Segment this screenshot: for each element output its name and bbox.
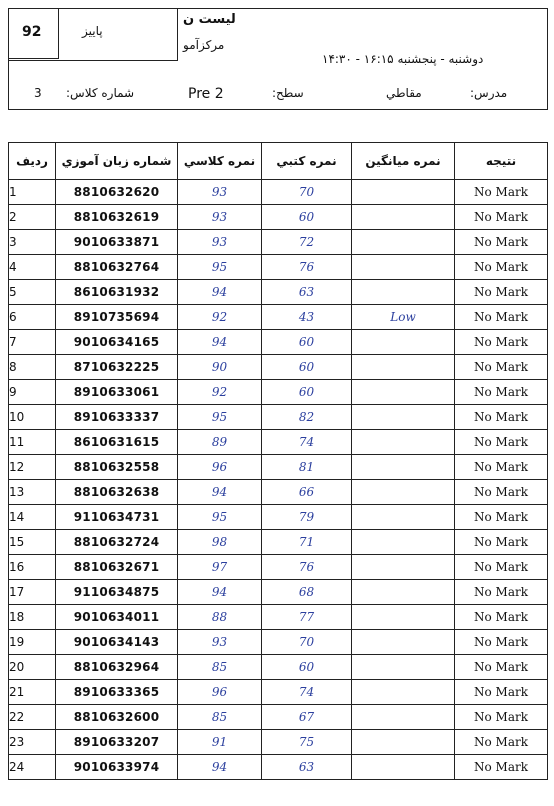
term-number-box <box>8 8 59 59</box>
class-grade: 97 <box>178 555 262 580</box>
table-row <box>9 255 548 280</box>
row-number: 19 <box>9 630 56 655</box>
written-grade: 67 <box>262 705 352 730</box>
result: No Mark <box>455 205 548 230</box>
written-grade: 82 <box>262 405 352 430</box>
student-id: 8610631615 <box>56 430 178 455</box>
average-grade <box>352 555 455 580</box>
average-grade <box>352 505 455 530</box>
student-id: 8810632764 <box>56 255 178 280</box>
written-grade: 81 <box>262 455 352 480</box>
written-grade: 60 <box>262 330 352 355</box>
written-grade: 76 <box>262 255 352 280</box>
result: No Mark <box>455 555 548 580</box>
student-id: 8810632638 <box>56 480 178 505</box>
row-number: 6 <box>9 305 56 330</box>
table-row <box>9 480 548 505</box>
header-written-grade: نمره كتبي <box>262 143 352 180</box>
level-label: سطح: <box>272 86 304 100</box>
result: No Mark <box>455 180 548 205</box>
written-grade: 60 <box>262 655 352 680</box>
average-grade <box>352 355 455 380</box>
table-row <box>9 380 548 405</box>
term-name: پاییز <box>82 24 103 38</box>
written-grade: 72 <box>262 230 352 255</box>
row-number: 20 <box>9 655 56 680</box>
result: No Mark <box>455 655 548 680</box>
row-number: 9 <box>9 380 56 405</box>
student-id: 8810632619 <box>56 205 178 230</box>
row-number: 4 <box>9 255 56 280</box>
header-class-grade: نمره كلاسي <box>178 143 262 180</box>
written-grade: 70 <box>262 630 352 655</box>
table-row <box>9 580 548 605</box>
class-grade: 89 <box>178 430 262 455</box>
class-grade: 93 <box>178 230 262 255</box>
header-average-grade: نمره ميانگين <box>352 143 455 180</box>
result: No Mark <box>455 430 548 455</box>
average-grade <box>352 405 455 430</box>
average-grade <box>352 730 455 755</box>
table-row <box>9 455 548 480</box>
row-number: 14 <box>9 505 56 530</box>
written-grade: 43 <box>262 305 352 330</box>
row-number: 5 <box>9 280 56 305</box>
table-row <box>9 230 548 255</box>
table-row <box>9 330 548 355</box>
list-title-fragment: لیست ن <box>183 12 236 27</box>
table-row <box>9 305 548 330</box>
table-row <box>9 605 548 630</box>
result: No Mark <box>455 405 548 430</box>
average-grade <box>352 605 455 630</box>
table-row <box>9 755 548 780</box>
written-grade: 60 <box>262 380 352 405</box>
average-grade <box>352 430 455 455</box>
student-id: 9010634143 <box>56 630 178 655</box>
student-id: 8910633061 <box>56 380 178 405</box>
class-grade: 92 <box>178 380 262 405</box>
class-grade: 94 <box>178 330 262 355</box>
student-id: 8810632671 <box>56 555 178 580</box>
result: No Mark <box>455 330 548 355</box>
class-grade: 85 <box>178 705 262 730</box>
result: No Mark <box>455 280 548 305</box>
average-grade <box>352 330 455 355</box>
average-grade <box>352 530 455 555</box>
row-number: 12 <box>9 455 56 480</box>
student-id: 9110634875 <box>56 580 178 605</box>
average-grade <box>352 630 455 655</box>
table-row <box>9 180 548 205</box>
average-grade <box>352 455 455 480</box>
row-number: 16 <box>9 555 56 580</box>
table-body <box>9 180 548 780</box>
class-grade: 96 <box>178 680 262 705</box>
student-id: 8810632964 <box>56 655 178 680</box>
class-grade: 94 <box>178 755 262 780</box>
result: No Mark <box>455 755 548 780</box>
table-row <box>9 705 548 730</box>
written-grade: 70 <box>262 180 352 205</box>
average-grade <box>352 580 455 605</box>
class-grade: 95 <box>178 255 262 280</box>
written-grade: 74 <box>262 680 352 705</box>
written-grade: 79 <box>262 505 352 530</box>
average-grade: Low <box>352 305 455 330</box>
average-grade <box>352 380 455 405</box>
table-row <box>9 280 548 305</box>
student-id: 8810632724 <box>56 530 178 555</box>
result: No Mark <box>455 705 548 730</box>
student-id: 8810632620 <box>56 180 178 205</box>
written-grade: 77 <box>262 605 352 630</box>
class-grade: 95 <box>178 505 262 530</box>
written-grade: 60 <box>262 355 352 380</box>
row-number: 15 <box>9 530 56 555</box>
result: No Mark <box>455 355 548 380</box>
class-grade: 94 <box>178 280 262 305</box>
table-row <box>9 355 548 380</box>
student-id: 9010634165 <box>56 330 178 355</box>
written-grade: 66 <box>262 480 352 505</box>
average-grade <box>352 255 455 280</box>
average-grade <box>352 755 455 780</box>
table-row <box>9 205 548 230</box>
section-label: مقاطي <box>386 86 422 100</box>
teacher-label: مدرس: <box>470 86 508 100</box>
row-number: 18 <box>9 605 56 630</box>
header-divider <box>8 60 178 61</box>
center-name-fragment: مرکزآمو <box>183 38 225 52</box>
average-grade <box>352 280 455 305</box>
class-number-value: 3 <box>34 86 42 100</box>
row-number: 8 <box>9 355 56 380</box>
written-grade: 74 <box>262 430 352 455</box>
student-id: 9010633871 <box>56 230 178 255</box>
table-row <box>9 530 548 555</box>
written-grade: 68 <box>262 580 352 605</box>
class-number-label: شماره كلاس: <box>66 86 135 100</box>
class-schedule: دوشنبه - پنجشنبه ۱۶:۱۵ - ۱۴:۳۰ <box>322 52 484 66</box>
result: No Mark <box>455 730 548 755</box>
student-id: 8810632600 <box>56 705 178 730</box>
student-id: 8810632558 <box>56 455 178 480</box>
table-row <box>9 405 548 430</box>
table-row <box>9 630 548 655</box>
class-grade: 93 <box>178 180 262 205</box>
header-student-id: شماره زبان آموزي <box>56 143 178 180</box>
table-row <box>9 730 548 755</box>
class-grade: 92 <box>178 305 262 330</box>
header-row-number: رديف <box>9 143 56 180</box>
average-grade <box>352 680 455 705</box>
result: No Mark <box>455 480 548 505</box>
result: No Mark <box>455 580 548 605</box>
average-grade <box>352 230 455 255</box>
written-grade: 63 <box>262 280 352 305</box>
table-row <box>9 655 548 680</box>
result: No Mark <box>455 305 548 330</box>
written-grade: 76 <box>262 555 352 580</box>
row-number: 1 <box>9 180 56 205</box>
row-number: 7 <box>9 330 56 355</box>
class-grade: 91 <box>178 730 262 755</box>
average-grade <box>352 205 455 230</box>
class-grade: 98 <box>178 530 262 555</box>
written-grade: 60 <box>262 205 352 230</box>
table-row <box>9 680 548 705</box>
class-grade: 90 <box>178 355 262 380</box>
student-id: 9010634011 <box>56 605 178 630</box>
header-divider <box>177 8 178 60</box>
student-id: 8610631932 <box>56 280 178 305</box>
student-id: 8910633337 <box>56 405 178 430</box>
written-grade: 71 <box>262 530 352 555</box>
result: No Mark <box>455 605 548 630</box>
average-grade <box>352 180 455 205</box>
row-number: 24 <box>9 755 56 780</box>
class-grade: 85 <box>178 655 262 680</box>
row-number: 23 <box>9 730 56 755</box>
header-result: نتيجه <box>455 143 548 180</box>
row-number: 17 <box>9 580 56 605</box>
student-id: 8710632225 <box>56 355 178 380</box>
result: No Mark <box>455 530 548 555</box>
row-number: 22 <box>9 705 56 730</box>
class-grade: 95 <box>178 405 262 430</box>
row-number: 10 <box>9 405 56 430</box>
result: No Mark <box>455 380 548 405</box>
table-row <box>9 505 548 530</box>
row-number: 3 <box>9 230 56 255</box>
class-grade: 96 <box>178 455 262 480</box>
table-row <box>9 555 548 580</box>
result: No Mark <box>455 455 548 480</box>
student-id: 8910633365 <box>56 680 178 705</box>
result: No Mark <box>455 255 548 280</box>
student-id: 8910633207 <box>56 730 178 755</box>
table-header-row <box>9 143 548 180</box>
result: No Mark <box>455 505 548 530</box>
result: No Mark <box>455 680 548 705</box>
class-grade: 94 <box>178 480 262 505</box>
row-number: 13 <box>9 480 56 505</box>
level-value: Pre 2 <box>188 86 224 102</box>
class-grade: 93 <box>178 205 262 230</box>
row-number: 21 <box>9 680 56 705</box>
student-id: 9110634731 <box>56 505 178 530</box>
result: No Mark <box>455 630 548 655</box>
class-grade: 88 <box>178 605 262 630</box>
student-id: 8910735694 <box>56 305 178 330</box>
average-grade <box>352 655 455 680</box>
written-grade: 63 <box>262 755 352 780</box>
grades-table <box>8 142 548 780</box>
class-grade: 93 <box>178 630 262 655</box>
row-number: 2 <box>9 205 56 230</box>
term-number: 92 <box>22 24 42 40</box>
student-id: 9010633974 <box>56 755 178 780</box>
class-grade: 94 <box>178 580 262 605</box>
row-number: 11 <box>9 430 56 455</box>
written-grade: 75 <box>262 730 352 755</box>
result: No Mark <box>455 230 548 255</box>
table-row <box>9 430 548 455</box>
average-grade <box>352 480 455 505</box>
average-grade <box>352 705 455 730</box>
